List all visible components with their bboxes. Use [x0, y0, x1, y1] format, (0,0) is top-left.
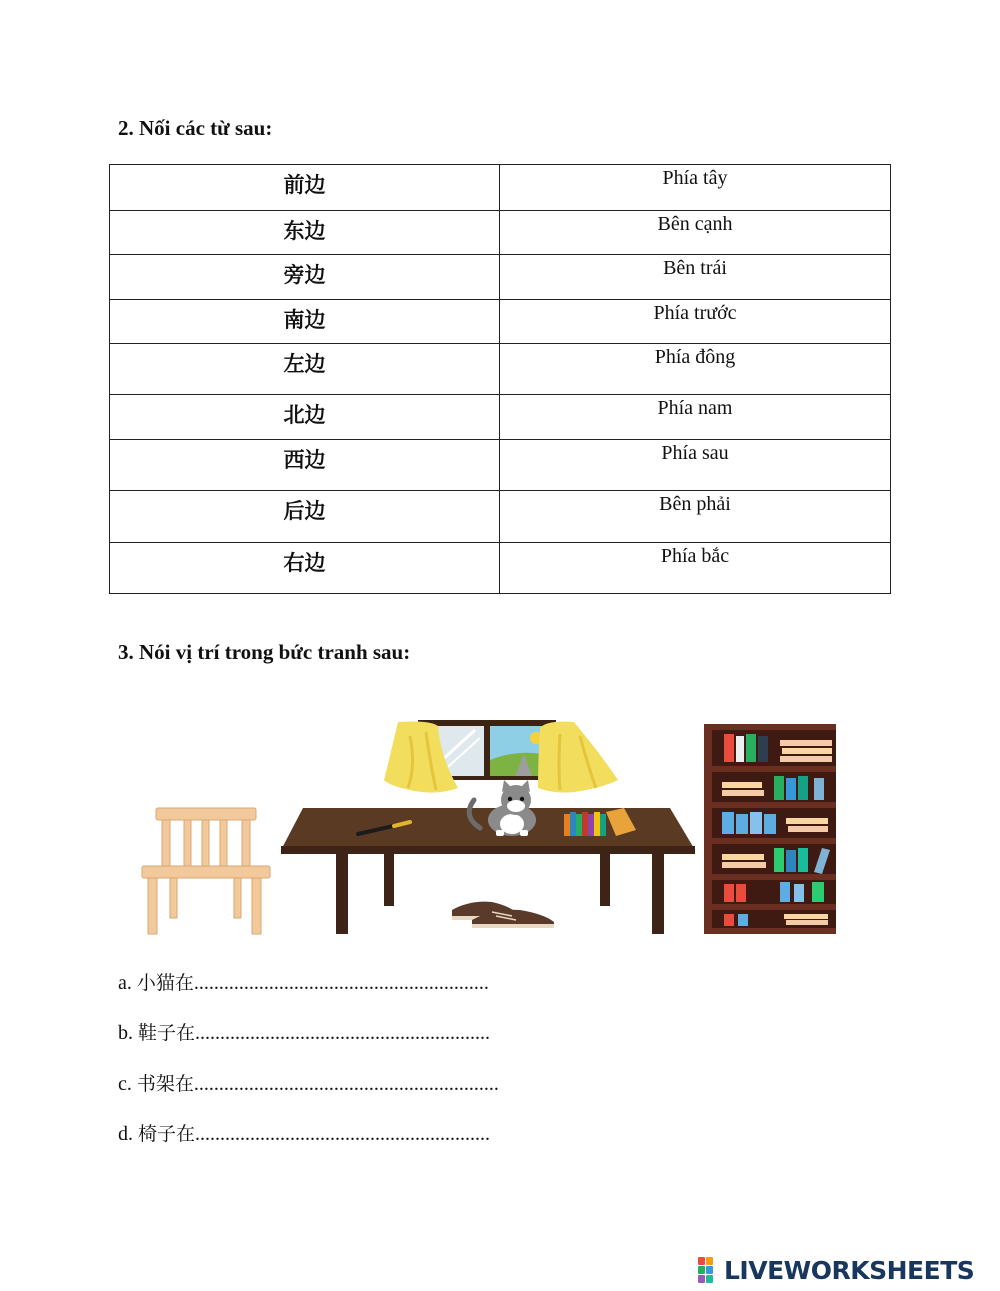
vietnamese-meaning-cell[interactable]: Bên cạnh	[500, 211, 891, 255]
vietnamese-meaning-cell[interactable]: Phía trước	[500, 300, 891, 344]
table-row	[110, 543, 891, 594]
matching-table	[109, 164, 891, 594]
liveworksheets-brand	[698, 1255, 974, 1285]
question-letter: d.	[118, 1123, 133, 1145]
chinese-word-cell[interactable]: 左边	[110, 344, 500, 395]
chair-icon	[142, 808, 270, 934]
question-prompt: 鞋子在	[138, 1022, 196, 1044]
table-row	[110, 344, 891, 395]
chinese-word-cell[interactable]: 西边	[110, 440, 500, 491]
table-row	[110, 395, 891, 440]
vietnamese-meaning-cell[interactable]: Bên phải	[500, 491, 891, 543]
room-picture	[140, 716, 840, 938]
vietnamese-meaning-cell[interactable]: Phía sau	[500, 440, 891, 491]
section-3-heading: 3. Nói vị trí trong bức tranh sau:	[118, 640, 411, 664]
question-c	[118, 1069, 499, 1096]
table-row	[110, 300, 891, 344]
table-row	[110, 440, 891, 491]
vietnamese-meaning-cell[interactable]: Phía đông	[500, 344, 891, 395]
answer-blank[interactable]: ...........................................................	[193, 972, 489, 994]
table-row	[110, 255, 891, 300]
shoes-icon	[452, 902, 554, 928]
chinese-word-cell[interactable]: 东边	[110, 211, 500, 255]
question-b	[118, 1018, 490, 1045]
vietnamese-meaning-cell[interactable]: Bên trái	[500, 255, 891, 300]
books-icon	[564, 808, 636, 836]
vietnamese-meaning-cell[interactable]: Phía bắc	[500, 543, 891, 594]
section-2-heading: 2. Nối các từ sau:	[118, 116, 273, 140]
question-prompt: 椅子在	[138, 1123, 196, 1145]
bookshelf-icon	[704, 724, 836, 934]
question-d	[118, 1119, 490, 1146]
table-row	[110, 165, 891, 211]
chinese-word-cell[interactable]: 南边	[110, 300, 500, 344]
brand-name: LIVEWORKSHEETS	[724, 1255, 975, 1285]
chinese-word-cell[interactable]: 前边	[110, 165, 500, 211]
chinese-word-cell[interactable]: 后边	[110, 491, 500, 543]
question-letter: a.	[118, 972, 132, 994]
vietnamese-meaning-cell[interactable]: Phía tây	[500, 165, 891, 211]
liveworksheets-logo-icon	[698, 1257, 722, 1283]
chinese-word-cell[interactable]: 旁边	[110, 255, 500, 300]
question-prompt: 书架在	[136, 1073, 194, 1095]
vietnamese-meaning-cell[interactable]: Phía nam	[500, 395, 891, 440]
chinese-word-cell[interactable]: 右边	[110, 543, 500, 594]
question-prompt: 小猫在	[136, 972, 194, 994]
answer-blank[interactable]: ...........................................................	[195, 1123, 491, 1145]
table-row	[110, 491, 891, 543]
question-a	[118, 968, 489, 995]
question-letter: c.	[118, 1073, 132, 1095]
answer-blank[interactable]: .............................................................	[193, 1073, 499, 1095]
table-row	[110, 211, 891, 255]
answer-blank[interactable]: ...........................................................	[195, 1022, 491, 1044]
chinese-word-cell[interactable]: 北边	[110, 395, 500, 440]
question-letter: b.	[118, 1022, 133, 1044]
